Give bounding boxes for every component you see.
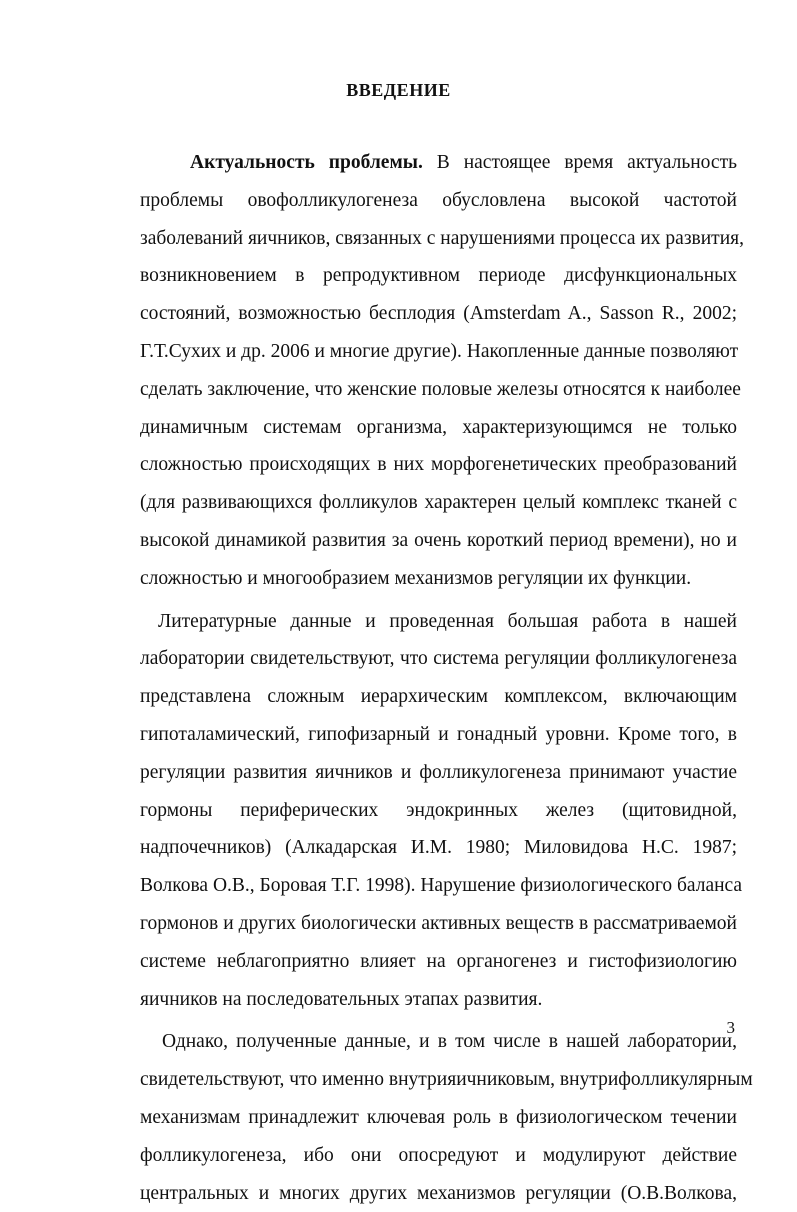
text-line: сложностью и многообразием механизмов регуляции их функции.: [140, 567, 692, 589]
text-line: заболеваний яичников, связанных с нарушениями процесса их развития,: [140, 227, 744, 249]
text-line: сделать заключение, что женские половые железы относятся к наиболее: [140, 378, 741, 400]
text-line: центральных и многих других механизмов регуляции (О.В.Волкова,: [140, 1182, 737, 1204]
text-line: гормонов и других биологически активных веществ в рассматриваемой: [140, 912, 737, 934]
paragraph-3: [140, 1023, 753, 1212]
body-text: [140, 144, 753, 1212]
text-line: Однако, полученные данные, и в том числе в нашей лаборатории,: [162, 1031, 737, 1053]
text-line: фолликулогенеза, ибо они опосредуют и модулируют действие: [140, 1144, 737, 1166]
paragraph-2: [140, 603, 743, 1019]
page-title: ВВЕДЕНИЕ: [346, 80, 451, 100]
text-line: проблемы овофолликулогенеза обусловлена высокой частотой: [140, 189, 737, 211]
text-line: сложностью происходящих в них морфогенетических преобразований: [140, 454, 737, 476]
text-line: лаборатории свидетельствуют, что система регуляции фолликулогенеза: [140, 648, 737, 670]
text-line: гормоны периферических эндокринных желез (щитовидной,: [140, 799, 737, 821]
paragraph-lead: Актуальность проблемы.: [190, 152, 423, 173]
page-number: 3: [726, 1018, 735, 1037]
text-line: динамичным системам организма, характеризующимся не только: [140, 416, 737, 438]
text-line: гипоталамический, гипофизарный и гонадный уровни. Кроме того, в: [140, 723, 737, 745]
text-line: надпочечников) (Алкадарская И.М. 1980; Миловидова Н.С. 1987;: [140, 837, 737, 859]
text-line: механизмам принадлежит ключевая роль в физиологическом течении: [140, 1106, 737, 1128]
text-line: состояний, возможностью бесплодия (Amsterdam A., Sasson R., 2002;: [140, 303, 737, 325]
text-line: представлена сложным иерархическим комплексом, включающим: [140, 686, 737, 708]
text-line: яичников на последовательных этапах развития.: [140, 988, 543, 1010]
text-line: свидетельствуют, что именно внутрияичниковым, внутрифолликулярным: [140, 1069, 753, 1091]
text-line: регуляции развития яичников и фолликулогенеза принимают участие: [140, 761, 737, 783]
text-line: Г.Т.Сухих и др. 2006 и многие другие). Накопленные данные позволяют: [140, 340, 739, 362]
text-line: высокой динамикой развития за очень короткий период времени), но и: [140, 529, 737, 551]
text-line: системе неблагоприятно влияет на органогенез и гистофизиологию: [140, 950, 737, 972]
text-line: возникновением в репродуктивном периоде дисфункциональных: [140, 265, 737, 287]
text-line: (для развивающихся фолликулов характерен целый комплекс тканей с: [140, 492, 737, 514]
text-line: Литературные данные и проведенная большая работа в нашей: [158, 610, 737, 632]
text-line: Актуальность проблемы. В настоящее время актуальность: [190, 152, 737, 173]
paragraph-1: [140, 144, 744, 598]
text-line: Волкова О.В., Боровая Т.Г. 1998). Нарушение физиологического баланса: [140, 875, 743, 897]
